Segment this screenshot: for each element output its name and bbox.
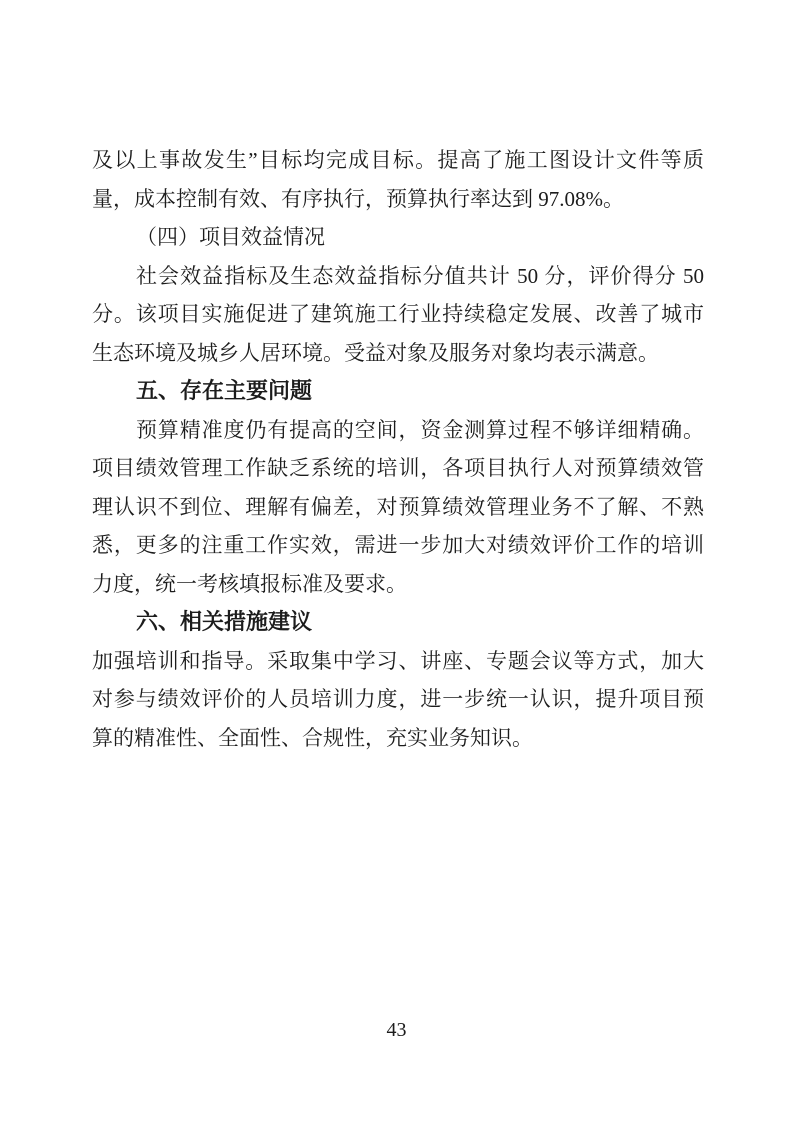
text-line: 理认识不到位、理解有偏差，对预算绩效管理业务不了解、不熟 xyxy=(92,494,704,519)
heading-section-5 xyxy=(92,372,704,411)
text-line: （四）项目效益情况 xyxy=(136,225,325,249)
text-line: 加强培训和指导。采取集中学习、讲座、专题会议等方式，加大 xyxy=(92,648,704,673)
text-line: 力度，统一考核填报标准及要求。 xyxy=(92,571,407,596)
text-line: 五、存在主要问题 xyxy=(136,378,313,403)
page-number: 43 xyxy=(386,1019,407,1041)
text-line: 分。该项目实施促进了建筑施工行业持续稳定发展、改善了城市 xyxy=(92,302,704,326)
text-line: 社会效益指标及生态效益指标分值共计 50 分，评价得分 50 xyxy=(136,263,704,288)
text-line: 六、相关措施建议 xyxy=(136,609,313,634)
subheading-section-4 xyxy=(92,218,704,257)
text-line: 及以上事故发生”目标均完成目标。提高了施工图设计文件等质 xyxy=(92,148,704,172)
text-line: 预算精准度仍有提高的空间，资金测算过程不够详细精确。 xyxy=(136,417,704,442)
paragraph-suggestions xyxy=(92,642,704,758)
text-line: 量，成本控制有效、有序执行，预算执行率达到 97.08%。 xyxy=(92,186,624,211)
paragraph-problems xyxy=(92,411,704,604)
text-line: 算的精准性、全面性、合规性，充实业务知识。 xyxy=(92,725,533,750)
text-line: 生态环境及城乡人居环境。受益对象及服务对象均表示满意。 xyxy=(92,340,659,365)
text-line: 对参与绩效评价的人员培训力度，进一步统一认识，提升项目预 xyxy=(92,687,704,711)
heading-section-6 xyxy=(92,603,704,642)
text-line: 悉，更多的注重工作实效，需进一步加大对绩效评价工作的培训 xyxy=(92,533,704,557)
text-block xyxy=(92,141,704,757)
paragraph-continued-goals xyxy=(92,141,704,218)
text-line: 项目绩效管理工作缺乏系统的培训，各项目执行人对预算绩效管 xyxy=(92,456,704,480)
paragraph-benefit xyxy=(92,257,704,373)
